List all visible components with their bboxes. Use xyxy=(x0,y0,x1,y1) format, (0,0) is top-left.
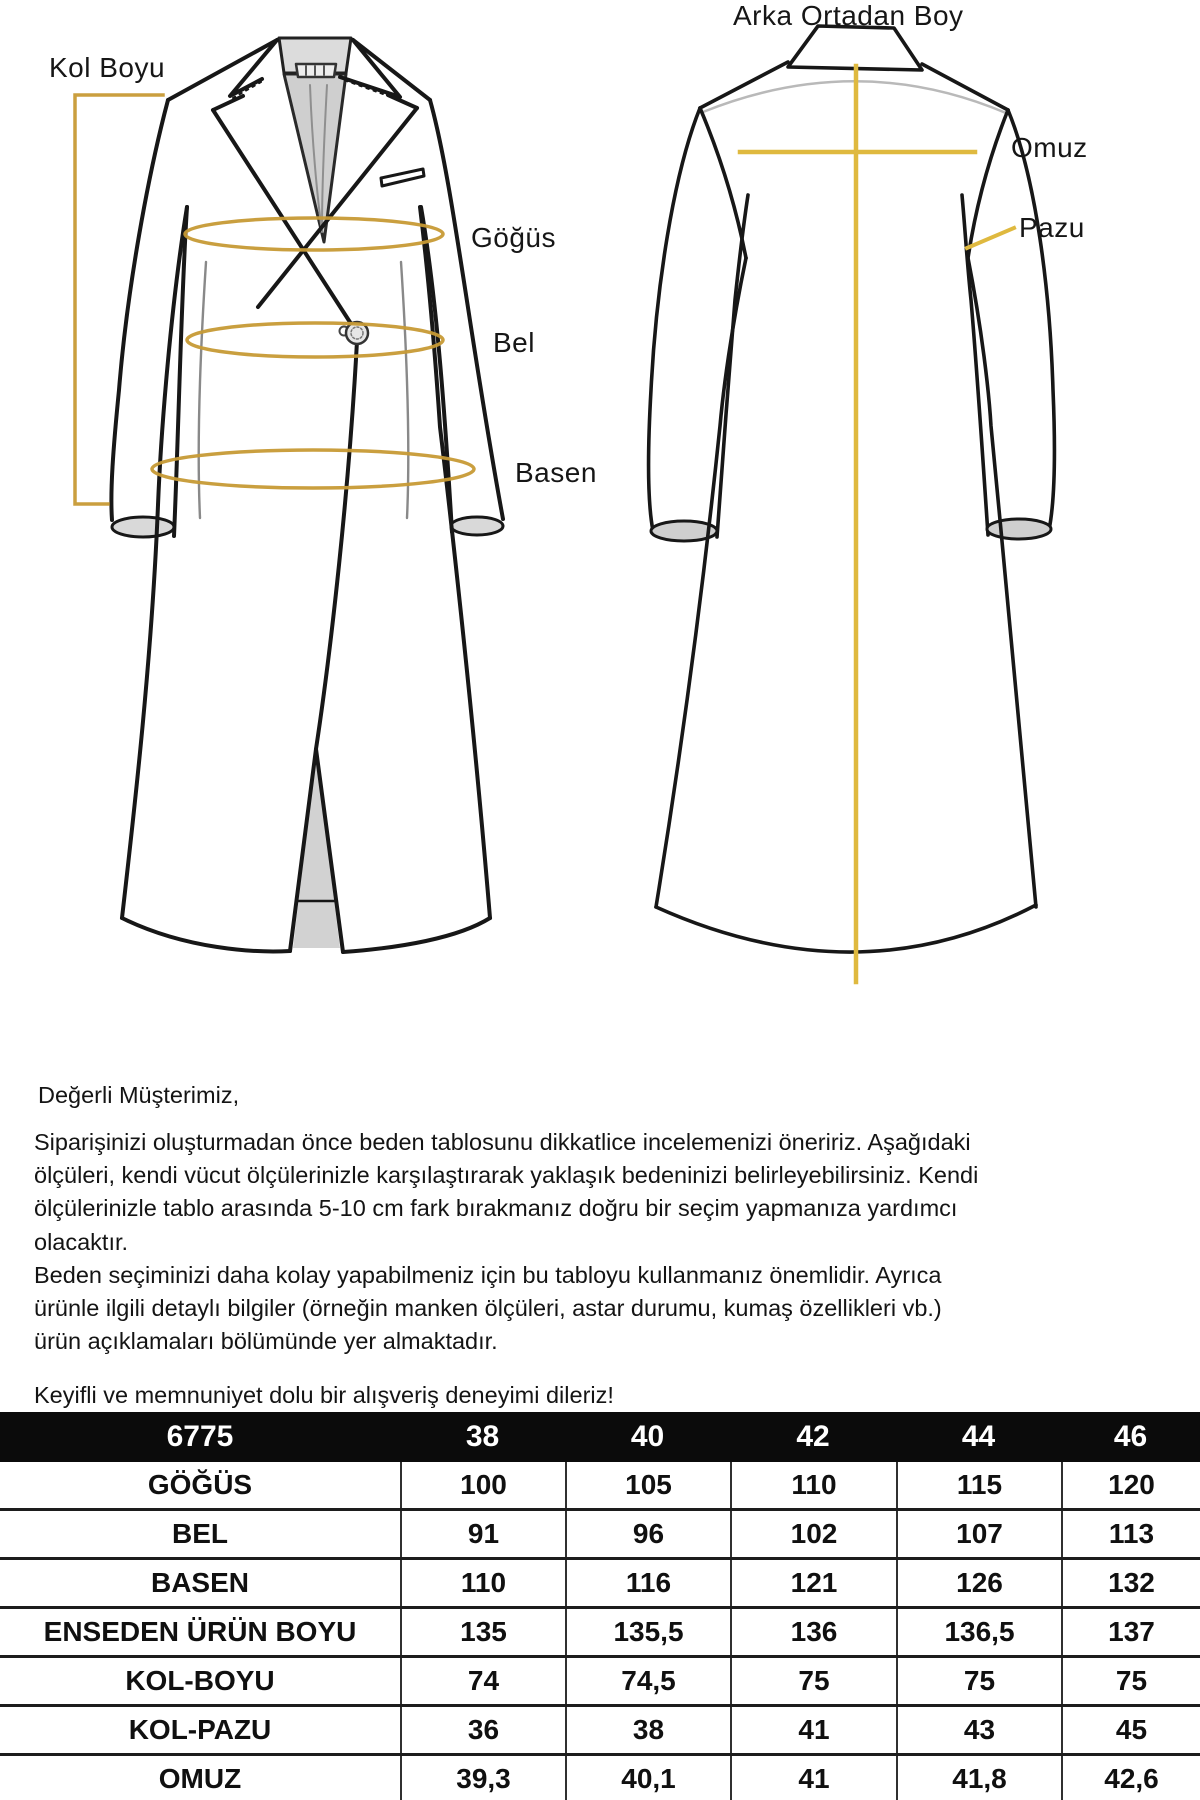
measurement-value-cell: 75 xyxy=(730,1658,896,1704)
size-table-header xyxy=(0,1412,1200,1462)
intro-line: olacaktır. xyxy=(34,1228,129,1255)
intro-line: Beden seçiminizi daha kolay yapabilmeniz için bu tabloyu kullanmanız önemlidir. Ayrıca xyxy=(34,1261,942,1288)
measurement-value-cell: 40,1 xyxy=(565,1756,730,1800)
size-header-cell: 46 xyxy=(1113,1420,1148,1453)
size-header-cell: 44 xyxy=(961,1420,996,1453)
measurement-label-cell: GÖĞÜS xyxy=(147,1469,253,1500)
hip-measure-ellipse xyxy=(152,450,474,488)
measurement-value-cell: 45 xyxy=(1061,1707,1200,1753)
measurement-value-cell: 102 xyxy=(730,1511,896,1557)
measurement-value-cell: 110 xyxy=(400,1560,565,1606)
front-right-cuff xyxy=(451,517,503,535)
intro-line: Siparişinizi oluşturmadan önce beden tablosunu dikkatlice incelemenizi öneririz. Aşağıdaki xyxy=(34,1129,971,1155)
size-table-row xyxy=(0,1756,1200,1800)
intro-paragraphs xyxy=(34,1126,1094,1358)
size-table-row xyxy=(0,1707,1200,1756)
label-chest: Göğüs xyxy=(471,222,556,253)
measurement-value-cell: 100 xyxy=(400,1462,565,1508)
measurement-value-cell: 126 xyxy=(896,1560,1061,1606)
intro-line: ölçülerinizle tablo arasında 5-10 cm fark bırakmanız doğru bir seçim yapmanıza yardımcı xyxy=(34,1195,958,1222)
size-table-row xyxy=(0,1462,1200,1511)
measurement-value-cell: 116 xyxy=(565,1560,730,1606)
measurement-value-cell: 91 xyxy=(400,1511,565,1557)
intro-line: ürünle ilgili detaylı bilgiler (örneğin manken ölçüleri, astar durumu, kumaş özellikleri vb.) xyxy=(34,1295,942,1322)
back-right-cuff xyxy=(987,519,1051,539)
size-table-row xyxy=(0,1560,1200,1609)
label-sleeve-length: Kol Boyu xyxy=(49,52,166,83)
measurement-value-cell: 38 xyxy=(565,1707,730,1753)
size-header-cell: 42 xyxy=(796,1420,830,1453)
size-table-body xyxy=(0,1462,1200,1800)
back-measure-marks xyxy=(740,66,1014,982)
sleeve-length-bracket xyxy=(75,95,163,504)
measurement-label-cell: BEL xyxy=(172,1518,228,1549)
intro-line: ölçüleri, kendi vücut ölçülerinizle karşılaştırarak yaklaşık bedeninizi belirleyebilirsiniz. Kendi xyxy=(34,1162,979,1189)
measurement-value-cell: 107 xyxy=(896,1511,1061,1557)
measurement-value-cell: 41 xyxy=(730,1756,896,1800)
measurement-value-cell: 136 xyxy=(730,1609,896,1655)
measurement-value-cell: 121 xyxy=(730,1560,896,1606)
front-measure-marks xyxy=(75,95,474,504)
coat-front-drawing xyxy=(111,38,503,952)
measurement-value-cell: 43 xyxy=(896,1707,1061,1753)
model-code: 6775 xyxy=(166,1420,234,1453)
greeting-text: Değerli Müşterimiz, xyxy=(38,1082,240,1108)
label-hip: Basen xyxy=(515,457,597,488)
coat-back-drawing xyxy=(649,26,1055,952)
intro-line: ürün açıklamaları bölümünde yer almaktadır. xyxy=(34,1328,498,1355)
measurement-value-cell: 136,5 xyxy=(896,1609,1061,1655)
closing-text: Keyifli ve memnuniyet dolu bir alışveriş deneyimi dileriz! xyxy=(34,1382,614,1408)
measurement-value-cell: 75 xyxy=(1061,1658,1200,1704)
measurement-value-cell: 115 xyxy=(896,1462,1061,1508)
size-header-cell: 38 xyxy=(465,1420,500,1453)
measurement-label-cell: KOL-BOYU xyxy=(125,1665,275,1696)
measurement-value-cell: 74 xyxy=(400,1658,565,1704)
measurement-label-cell: ENSEDEN ÜRÜN BOYU xyxy=(43,1616,357,1647)
label-shoulder: Omuz xyxy=(1011,132,1088,163)
size-header-cell: 40 xyxy=(630,1420,665,1453)
measurement-value-cell: 132 xyxy=(1061,1560,1200,1606)
size-table-row xyxy=(0,1658,1200,1707)
measurement-value-cell: 74,5 xyxy=(565,1658,730,1704)
measurement-value-cell: 137 xyxy=(1061,1609,1200,1655)
label-bicep: Pazu xyxy=(1019,212,1085,243)
measurement-value-cell: 113 xyxy=(1061,1511,1200,1557)
size-table-row xyxy=(0,1609,1200,1658)
front-slit-lining xyxy=(293,752,340,948)
measurement-value-cell: 41 xyxy=(730,1707,896,1753)
size-table xyxy=(0,1412,1200,1800)
measurement-value-cell: 110 xyxy=(730,1462,896,1508)
measurement-label-cell: BASEN xyxy=(150,1567,249,1598)
measurement-value-cell: 36 xyxy=(400,1707,565,1753)
measurement-value-cell: 105 xyxy=(565,1462,730,1508)
measurement-value-cell: 75 xyxy=(896,1658,1061,1704)
measurement-label-cell: OMUZ xyxy=(158,1763,242,1794)
back-collar xyxy=(788,26,922,70)
measurement-value-cell: 39,3 xyxy=(400,1756,565,1800)
measurement-value-cell: 41,8 xyxy=(896,1756,1061,1800)
front-left-cuff xyxy=(112,517,174,537)
size-table-row xyxy=(0,1511,1200,1560)
measurement-value-cell: 96 xyxy=(565,1511,730,1557)
measurement-value-cell: 42,6 xyxy=(1061,1756,1200,1800)
measurement-value-cell: 135,5 xyxy=(565,1609,730,1655)
label-back-center-length: Arka Ortadan Boy xyxy=(733,0,964,31)
label-waist: Bel xyxy=(493,327,535,358)
measurement-value-cell: 135 xyxy=(400,1609,565,1655)
measurement-label-cell: KOL-PAZU xyxy=(128,1714,272,1745)
chest-pocket-welt xyxy=(381,169,424,186)
measurement-value-cell: 120 xyxy=(1061,1462,1200,1508)
